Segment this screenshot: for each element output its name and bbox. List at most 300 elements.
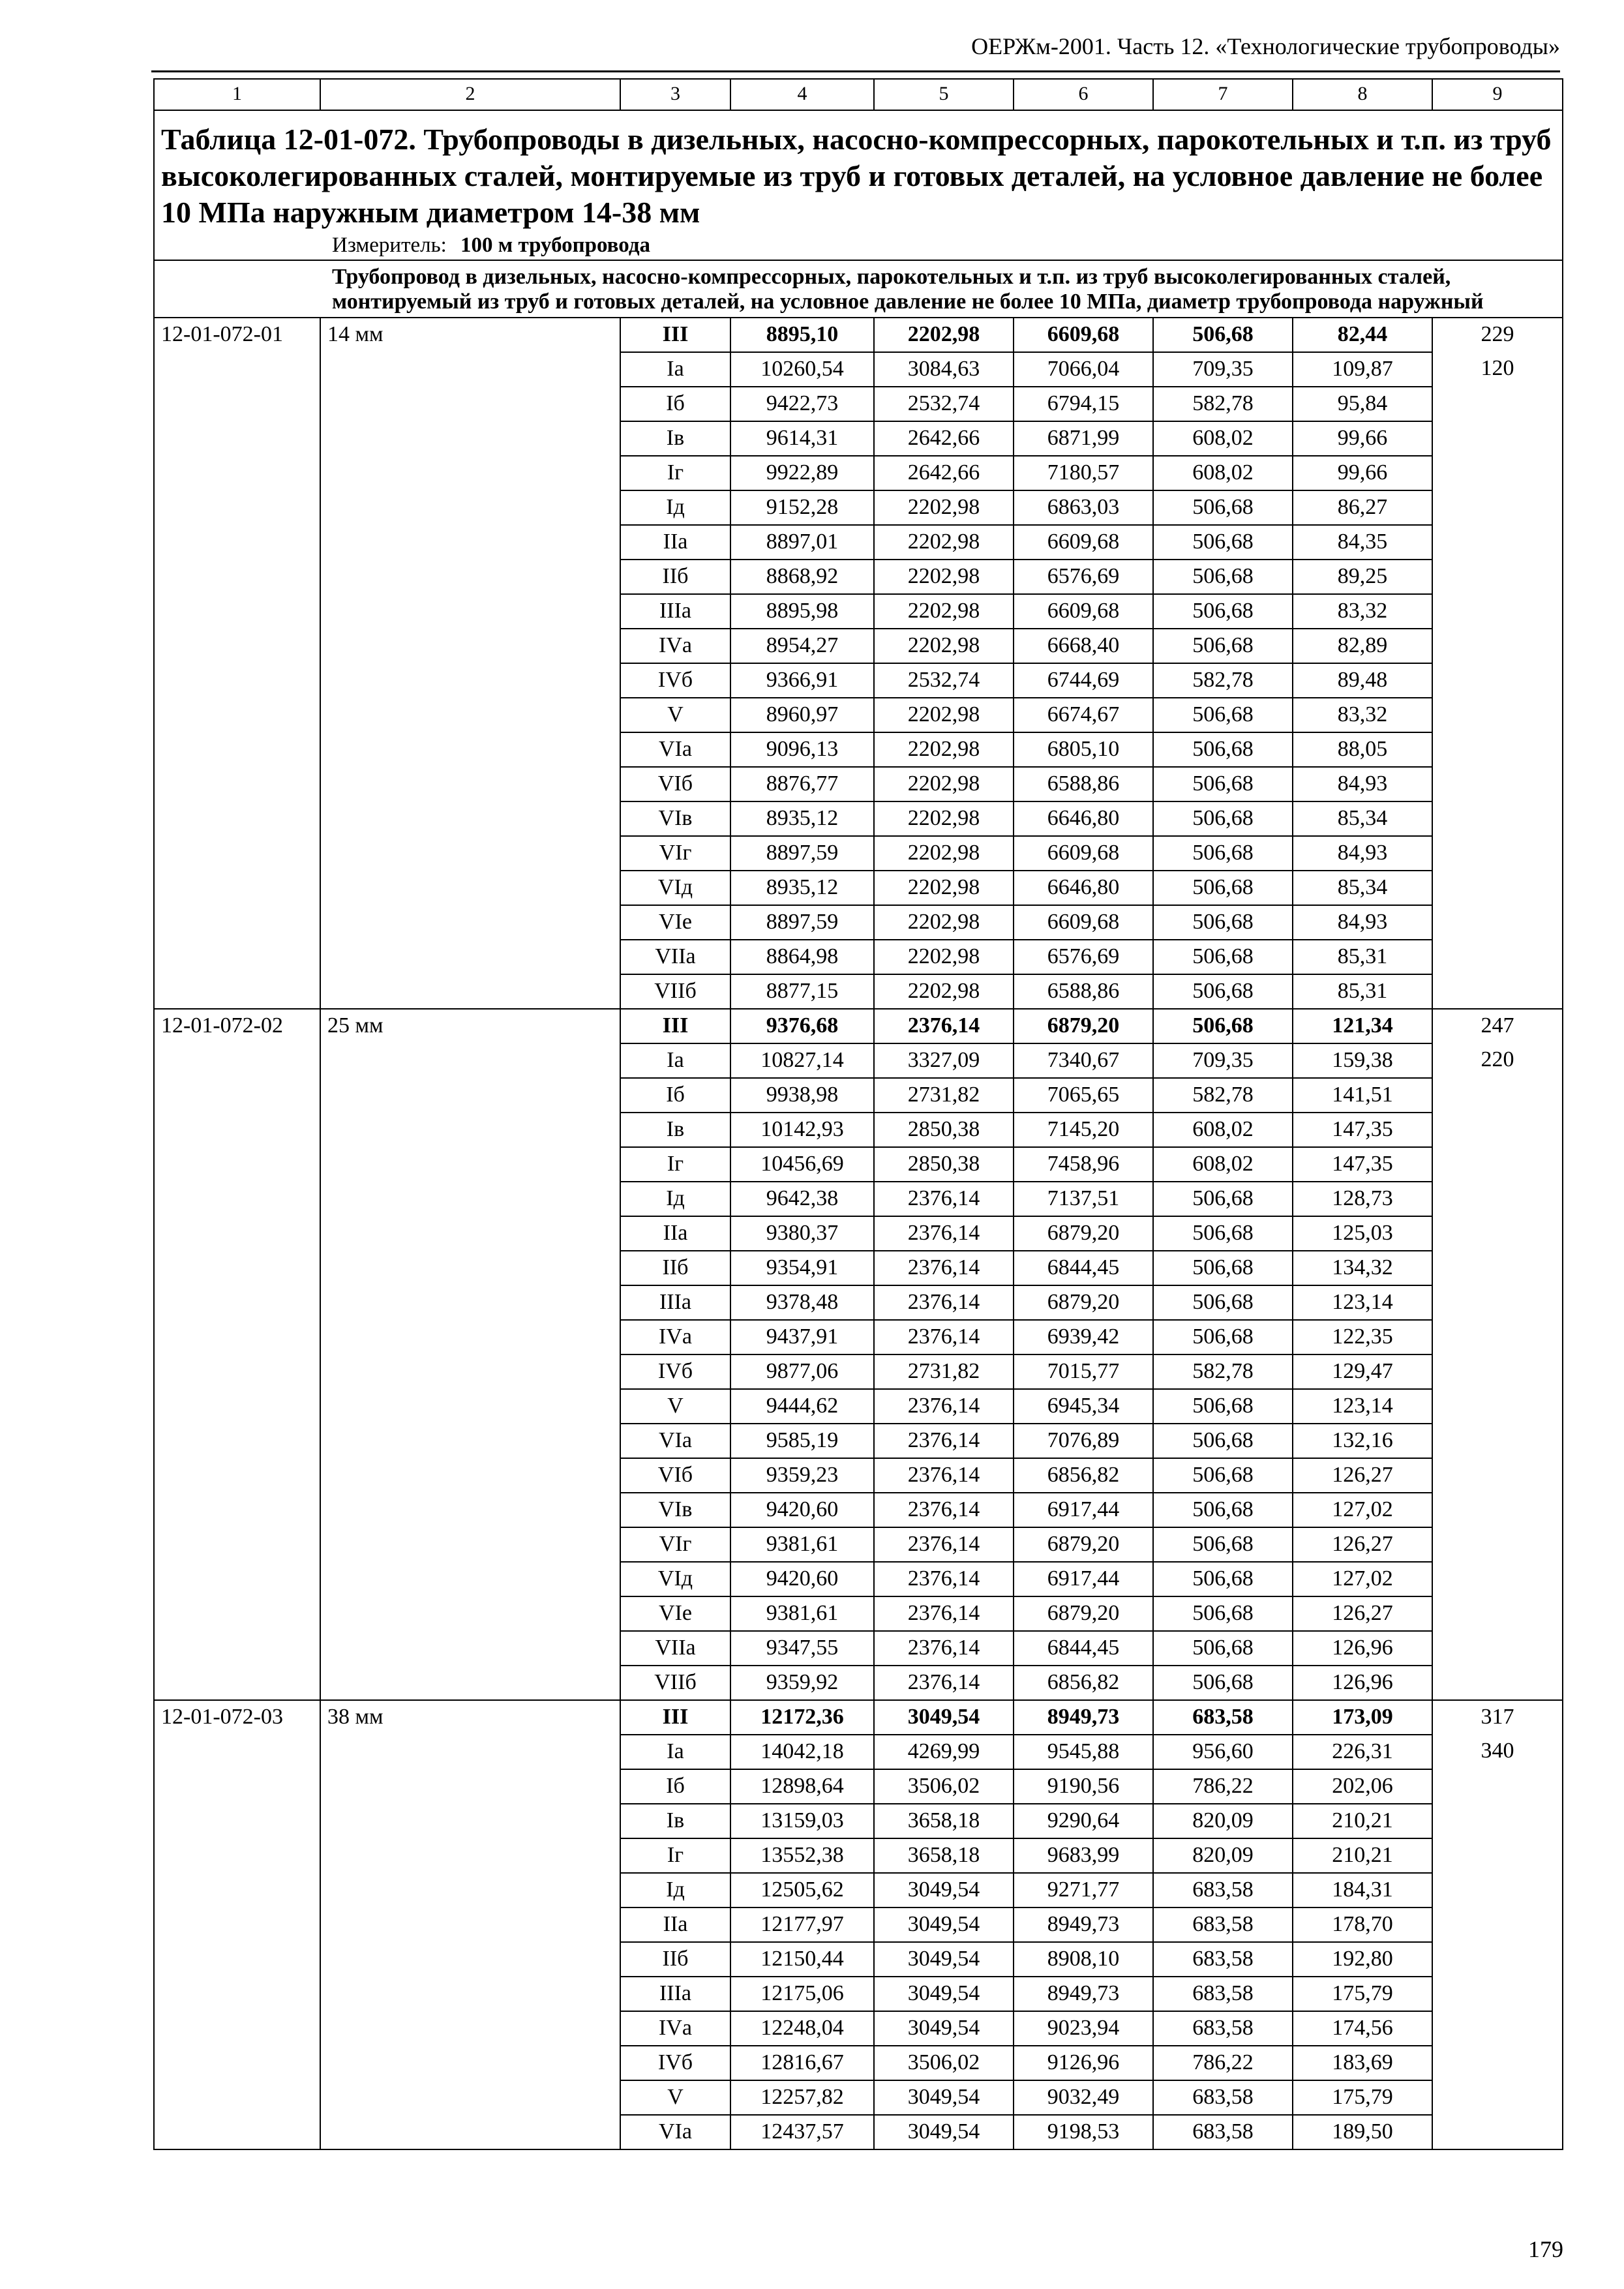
pipe-diameter [320, 525, 620, 560]
pipe-diameter [320, 594, 620, 629]
value-cell: 147,35 [1293, 1147, 1432, 1182]
value-cell: 147,35 [1293, 1113, 1432, 1147]
value-cell: 3658,18 [874, 1804, 1014, 1838]
rate-code [154, 974, 320, 1009]
region-code: Iд [620, 1873, 730, 1908]
value-cell: 8895,98 [730, 594, 874, 629]
resource-code [1432, 1666, 1563, 1700]
value-cell: 2202,98 [874, 490, 1014, 525]
resource-code [1432, 456, 1563, 490]
value-cell: 122,35 [1293, 1320, 1432, 1354]
region-code: III [620, 318, 730, 352]
value-cell: 786,22 [1153, 2046, 1293, 2080]
region-code: Iа [620, 1735, 730, 1769]
rate-code: 12-01-072-02 [154, 1009, 320, 1043]
pipe-diameter [320, 560, 620, 594]
value-cell: 83,32 [1293, 698, 1432, 732]
value-cell: 6863,03 [1014, 490, 1153, 525]
value-cell: 608,02 [1153, 456, 1293, 490]
table-row [154, 732, 1563, 767]
value-cell: 84,93 [1293, 836, 1432, 871]
value-cell: 8876,77 [730, 767, 874, 801]
value-cell: 2376,14 [874, 1182, 1014, 1216]
value-cell: 7145,20 [1014, 1113, 1153, 1147]
value-cell: 3049,54 [874, 2115, 1014, 2149]
value-cell: 9378,48 [730, 1285, 874, 1320]
value-cell: 6588,86 [1014, 974, 1153, 1009]
region-code: VIб [620, 1458, 730, 1493]
column-number: 1 [154, 79, 320, 110]
table-row [154, 1320, 1563, 1354]
rate-code [154, 1804, 320, 1838]
value-cell: 9381,61 [730, 1596, 874, 1631]
value-cell: 134,32 [1293, 1251, 1432, 1285]
rate-code [154, 732, 320, 767]
value-cell: 4269,99 [874, 1735, 1014, 1769]
value-cell: 506,68 [1153, 974, 1293, 1009]
value-cell: 6646,80 [1014, 871, 1153, 905]
value-cell: 608,02 [1153, 1113, 1293, 1147]
value-cell: 9437,91 [730, 1320, 874, 1354]
value-cell: 109,87 [1293, 352, 1432, 387]
value-cell: 129,47 [1293, 1354, 1432, 1389]
region-code: VIд [620, 1562, 730, 1596]
value-cell: 506,68 [1153, 801, 1293, 836]
table-row [154, 974, 1563, 1009]
pipe-diameter [320, 732, 620, 767]
value-cell: 210,21 [1293, 1838, 1432, 1873]
pipe-diameter [320, 940, 620, 974]
rate-code [154, 1942, 320, 1977]
resource-code [1432, 525, 1563, 560]
value-cell: 86,27 [1293, 490, 1432, 525]
value-cell: 83,32 [1293, 594, 1432, 629]
value-cell: 10827,14 [730, 1043, 874, 1078]
rate-code [154, 1182, 320, 1216]
resource-code [1432, 1424, 1563, 1458]
value-cell: 506,68 [1153, 1320, 1293, 1354]
resource-code [1432, 1078, 1563, 1113]
resource-code [1432, 2080, 1563, 2115]
pipe-diameter: 25 мм [320, 1009, 620, 1043]
region-code: VIIа [620, 940, 730, 974]
region-code: IIб [620, 1251, 730, 1285]
rate-code: 12-01-072-01 [154, 318, 320, 352]
value-cell: 506,68 [1153, 767, 1293, 801]
value-cell: 12150,44 [730, 1942, 874, 1977]
rate-code [154, 1631, 320, 1666]
pipe-diameter [320, 1908, 620, 1942]
table-row [154, 1596, 1563, 1631]
pipe-diameter [320, 1493, 620, 1527]
resource-code [1432, 905, 1563, 940]
table-row [154, 1873, 1563, 1908]
value-cell: 582,78 [1153, 663, 1293, 698]
table-row [154, 1458, 1563, 1493]
resource-code [1432, 421, 1563, 456]
value-cell: 6879,20 [1014, 1527, 1153, 1562]
value-cell: 683,58 [1153, 1942, 1293, 1977]
column-number: 3 [620, 79, 730, 110]
region-code: Iг [620, 456, 730, 490]
value-cell: 2202,98 [874, 525, 1014, 560]
pipe-diameter [320, 1182, 620, 1216]
value-cell: 85,34 [1293, 871, 1432, 905]
value-cell: 125,03 [1293, 1216, 1432, 1251]
table-row [154, 456, 1563, 490]
value-cell: 6879,20 [1014, 1009, 1153, 1043]
value-cell: 13552,38 [730, 1838, 874, 1873]
value-cell: 582,78 [1153, 1354, 1293, 1389]
description-cell [154, 260, 1563, 318]
value-cell: 9032,49 [1014, 2080, 1153, 2115]
rates-table [153, 78, 1563, 2150]
resource-code [1432, 1458, 1563, 1493]
pipe-diameter [320, 1769, 620, 1804]
value-cell: 9422,73 [730, 387, 874, 421]
value-cell: 506,68 [1153, 1458, 1293, 1493]
rate-code [154, 2046, 320, 2080]
value-cell: 6646,80 [1014, 801, 1153, 836]
pipe-diameter [320, 1320, 620, 1354]
value-cell: 608,02 [1153, 421, 1293, 456]
value-cell: 506,68 [1153, 905, 1293, 940]
pipe-diameter [320, 2080, 620, 2115]
value-cell: 506,68 [1153, 1389, 1293, 1424]
value-cell: 126,96 [1293, 1631, 1432, 1666]
resource-code [1432, 1354, 1563, 1389]
value-cell: 8897,59 [730, 905, 874, 940]
value-cell: 6674,67 [1014, 698, 1153, 732]
value-cell: 506,68 [1153, 1493, 1293, 1527]
description-text: Трубопровод в дизельных, насосно-компрессорных, парокотельных и т.п. из труб высоколегированных сталей, монтируемый из труб и готовых деталей, на условное давление не более 10 МПа, диаметр трубопровода наружный [332, 265, 1484, 314]
rate-code: 12-01-072-03 [154, 1700, 320, 1735]
pipe-diameter [320, 2115, 620, 2149]
pipe-diameter [320, 1285, 620, 1320]
value-cell: 173,09 [1293, 1700, 1432, 1735]
value-cell: 12816,67 [730, 2046, 874, 2080]
running-header: ОЕРЖм-2001. Часть 12. «Технологические трубопроводы» [971, 33, 1560, 59]
value-cell: 6844,45 [1014, 1251, 1153, 1285]
table-row [154, 490, 1563, 525]
pipe-diameter [320, 1113, 620, 1147]
value-cell: 2376,14 [874, 1493, 1014, 1527]
value-cell: 2376,14 [874, 1389, 1014, 1424]
region-code: VIIб [620, 1666, 730, 1700]
value-cell: 506,68 [1153, 1216, 1293, 1251]
resource-code [1432, 560, 1563, 594]
rate-code [154, 836, 320, 871]
table-row [154, 801, 1563, 836]
resource-code: 247 [1432, 1009, 1563, 1043]
value-cell: 189,50 [1293, 2115, 1432, 2149]
resource-code [1432, 767, 1563, 801]
resource-code [1432, 1942, 1563, 1977]
value-cell: 9683,99 [1014, 1838, 1153, 1873]
value-cell: 3506,02 [874, 1769, 1014, 1804]
table-row [154, 698, 1563, 732]
resource-code [1432, 974, 1563, 1009]
resource-code [1432, 1527, 1563, 1562]
value-cell: 9354,91 [730, 1251, 874, 1285]
value-cell: 8897,01 [730, 525, 874, 560]
value-cell: 9545,88 [1014, 1735, 1153, 1769]
value-cell: 683,58 [1153, 1977, 1293, 2011]
pipe-diameter [320, 2046, 620, 2080]
value-cell: 3049,54 [874, 1700, 1014, 1735]
value-cell: 3049,54 [874, 1873, 1014, 1908]
table-row [154, 421, 1563, 456]
table-row [154, 1113, 1563, 1147]
region-code: V [620, 2080, 730, 2115]
value-cell: 12505,62 [730, 1873, 874, 1908]
value-cell: 88,05 [1293, 732, 1432, 767]
rate-code [154, 1285, 320, 1320]
value-cell: 175,79 [1293, 1977, 1432, 2011]
value-cell: 6609,68 [1014, 905, 1153, 940]
value-cell: 506,68 [1153, 594, 1293, 629]
column-number: 4 [730, 79, 874, 110]
column-number: 9 [1432, 79, 1563, 110]
pipe-diameter [320, 387, 620, 421]
value-cell: 506,68 [1153, 1182, 1293, 1216]
value-cell: 3049,54 [874, 1942, 1014, 1977]
value-cell: 226,31 [1293, 1735, 1432, 1769]
value-cell: 82,89 [1293, 629, 1432, 663]
value-cell: 89,48 [1293, 663, 1432, 698]
value-cell: 8960,97 [730, 698, 874, 732]
region-code: IVа [620, 2011, 730, 2046]
rate-code [154, 2115, 320, 2149]
value-cell: 2376,14 [874, 1562, 1014, 1596]
value-cell: 820,09 [1153, 1838, 1293, 1873]
page-number: 179 [1528, 2236, 1563, 2262]
pipe-diameter [320, 1424, 620, 1458]
pipe-diameter [320, 1458, 620, 1493]
value-cell: 9420,60 [730, 1493, 874, 1527]
pipe-diameter [320, 1216, 620, 1251]
value-cell: 6939,42 [1014, 1320, 1153, 1354]
pipe-diameter [320, 1251, 620, 1285]
table-row [154, 1977, 1563, 2011]
resource-code [1432, 1562, 1563, 1596]
value-cell: 9376,68 [730, 1009, 874, 1043]
value-cell: 506,68 [1153, 836, 1293, 871]
value-cell: 582,78 [1153, 387, 1293, 421]
table-row [154, 1043, 1563, 1078]
value-cell: 126,27 [1293, 1458, 1432, 1493]
region-code: Iв [620, 1804, 730, 1838]
region-code: IVб [620, 1354, 730, 1389]
resource-code [1432, 1596, 1563, 1631]
rate-code [154, 1389, 320, 1424]
value-cell: 683,58 [1153, 2115, 1293, 2149]
table-row [154, 594, 1563, 629]
region-code: V [620, 1389, 730, 1424]
value-cell: 192,80 [1293, 1942, 1432, 1977]
resource-code [1432, 1977, 1563, 2011]
region-code: Iг [620, 1838, 730, 1873]
rate-code [154, 1147, 320, 1182]
resource-code [1432, 490, 1563, 525]
value-cell: 2202,98 [874, 767, 1014, 801]
region-code: IIа [620, 1908, 730, 1942]
table-row [154, 1838, 1563, 1873]
value-cell: 683,58 [1153, 2080, 1293, 2115]
region-code: Iг [620, 1147, 730, 1182]
table-row [154, 1285, 1563, 1320]
value-cell: 141,51 [1293, 1078, 1432, 1113]
value-cell: 85,31 [1293, 974, 1432, 1009]
pipe-diameter [320, 1735, 620, 1769]
resource-code [1432, 1769, 1563, 1804]
resource-code: 317 [1432, 1700, 1563, 1735]
resource-code [1432, 1838, 1563, 1873]
value-cell: 683,58 [1153, 2011, 1293, 2046]
region-code: VIа [620, 732, 730, 767]
rate-code [154, 387, 320, 421]
value-cell: 506,68 [1153, 629, 1293, 663]
region-code: IIIа [620, 1977, 730, 2011]
resource-code [1432, 1113, 1563, 1147]
table-row [154, 1216, 1563, 1251]
table-row [154, 2046, 1563, 2080]
rate-code [154, 663, 320, 698]
region-code: VIб [620, 767, 730, 801]
value-cell: 3049,54 [874, 1908, 1014, 1942]
table-row [154, 1631, 1563, 1666]
resource-code [1432, 1285, 1563, 1320]
rate-code [154, 1596, 320, 1631]
rate-code [154, 1113, 320, 1147]
value-cell: 12248,04 [730, 2011, 874, 2046]
resource-code: 229 [1432, 318, 1563, 352]
value-cell: 506,68 [1153, 560, 1293, 594]
rate-code [154, 1320, 320, 1354]
value-cell: 85,34 [1293, 801, 1432, 836]
value-cell: 6945,34 [1014, 1389, 1153, 1424]
value-cell: 7340,67 [1014, 1043, 1153, 1078]
value-cell: 506,68 [1153, 490, 1293, 525]
resource-code [1432, 2046, 1563, 2080]
resource-code [1432, 663, 1563, 698]
resource-code: 120 [1432, 352, 1563, 387]
value-cell: 7180,57 [1014, 456, 1153, 490]
value-cell: 210,21 [1293, 1804, 1432, 1838]
value-cell: 2376,14 [874, 1216, 1014, 1251]
value-cell: 3084,63 [874, 352, 1014, 387]
value-cell: 6871,99 [1014, 421, 1153, 456]
rate-code [154, 1354, 320, 1389]
value-cell: 2376,14 [874, 1631, 1014, 1666]
value-cell: 506,68 [1153, 1631, 1293, 1666]
value-cell: 6917,44 [1014, 1493, 1153, 1527]
resource-code [1432, 1216, 1563, 1251]
value-cell: 84,35 [1293, 525, 1432, 560]
value-cell: 6744,69 [1014, 663, 1153, 698]
region-code: IIб [620, 560, 730, 594]
value-cell: 183,69 [1293, 2046, 1432, 2080]
pipe-diameter [320, 1666, 620, 1700]
value-cell: 85,31 [1293, 940, 1432, 974]
pipe-diameter [320, 1078, 620, 1113]
value-cell: 683,58 [1153, 1908, 1293, 1942]
value-cell: 2202,98 [874, 871, 1014, 905]
value-cell: 8908,10 [1014, 1942, 1153, 1977]
value-cell: 8897,59 [730, 836, 874, 871]
table-title: Таблица 12-01-072. Трубопроводы в дизельных, насосно-компрессорных, парокотельных и т.п. из труб высоколегированных сталей, монтируемые из труб и готовых деталей, на условное давление не более 10 МПа наружным диаметром 14-38 мм [161, 123, 1552, 229]
value-cell: 178,70 [1293, 1908, 1432, 1942]
value-cell: 6576,69 [1014, 560, 1153, 594]
table-row [154, 525, 1563, 560]
value-cell: 126,27 [1293, 1527, 1432, 1562]
value-cell: 9877,06 [730, 1354, 874, 1389]
pipe-diameter [320, 1147, 620, 1182]
value-cell: 99,66 [1293, 421, 1432, 456]
pipe-diameter [320, 2011, 620, 2046]
region-code: VIв [620, 801, 730, 836]
region-code: IVб [620, 2046, 730, 2080]
value-cell: 174,56 [1293, 2011, 1432, 2046]
region-code: IIа [620, 525, 730, 560]
rate-code [154, 1977, 320, 2011]
unit-line [332, 231, 1556, 260]
value-cell: 184,31 [1293, 1873, 1432, 1908]
pipe-diameter [320, 421, 620, 456]
region-code: Iв [620, 421, 730, 456]
rate-code [154, 1735, 320, 1769]
value-cell: 9922,89 [730, 456, 874, 490]
value-cell: 8895,10 [730, 318, 874, 352]
rate-code [154, 1769, 320, 1804]
value-cell: 7076,89 [1014, 1424, 1153, 1458]
value-cell: 9366,91 [730, 663, 874, 698]
region-code: Iд [620, 490, 730, 525]
resource-code [1432, 871, 1563, 905]
table-row [154, 1078, 1563, 1113]
value-cell: 2731,82 [874, 1354, 1014, 1389]
value-cell: 7137,51 [1014, 1182, 1153, 1216]
pipe-diameter [320, 1977, 620, 2011]
pipe-diameter [320, 352, 620, 387]
unit-value: 100 м трубопровода [460, 233, 651, 257]
resource-code [1432, 698, 1563, 732]
value-cell: 9190,56 [1014, 1769, 1153, 1804]
value-cell: 2850,38 [874, 1147, 1014, 1182]
value-cell: 8935,12 [730, 871, 874, 905]
value-cell: 2532,74 [874, 387, 1014, 421]
value-cell: 582,78 [1153, 1078, 1293, 1113]
table-row [154, 1735, 1563, 1769]
resource-code: 220 [1432, 1043, 1563, 1078]
resource-code [1432, 2011, 1563, 2046]
rate-code [154, 1458, 320, 1493]
value-cell: 12172,36 [730, 1700, 874, 1735]
value-cell: 709,35 [1153, 1043, 1293, 1078]
region-code: IIIа [620, 1285, 730, 1320]
pipe-diameter [320, 836, 620, 871]
value-cell: 2642,66 [874, 456, 1014, 490]
value-cell: 9420,60 [730, 1562, 874, 1596]
value-cell: 2202,98 [874, 836, 1014, 871]
value-cell: 2376,14 [874, 1320, 1014, 1354]
region-code: VIе [620, 1596, 730, 1631]
resource-code [1432, 836, 1563, 871]
value-cell: 2376,14 [874, 1251, 1014, 1285]
table-row [154, 1666, 1563, 1700]
value-cell: 3658,18 [874, 1838, 1014, 1873]
resource-code [1432, 629, 1563, 663]
